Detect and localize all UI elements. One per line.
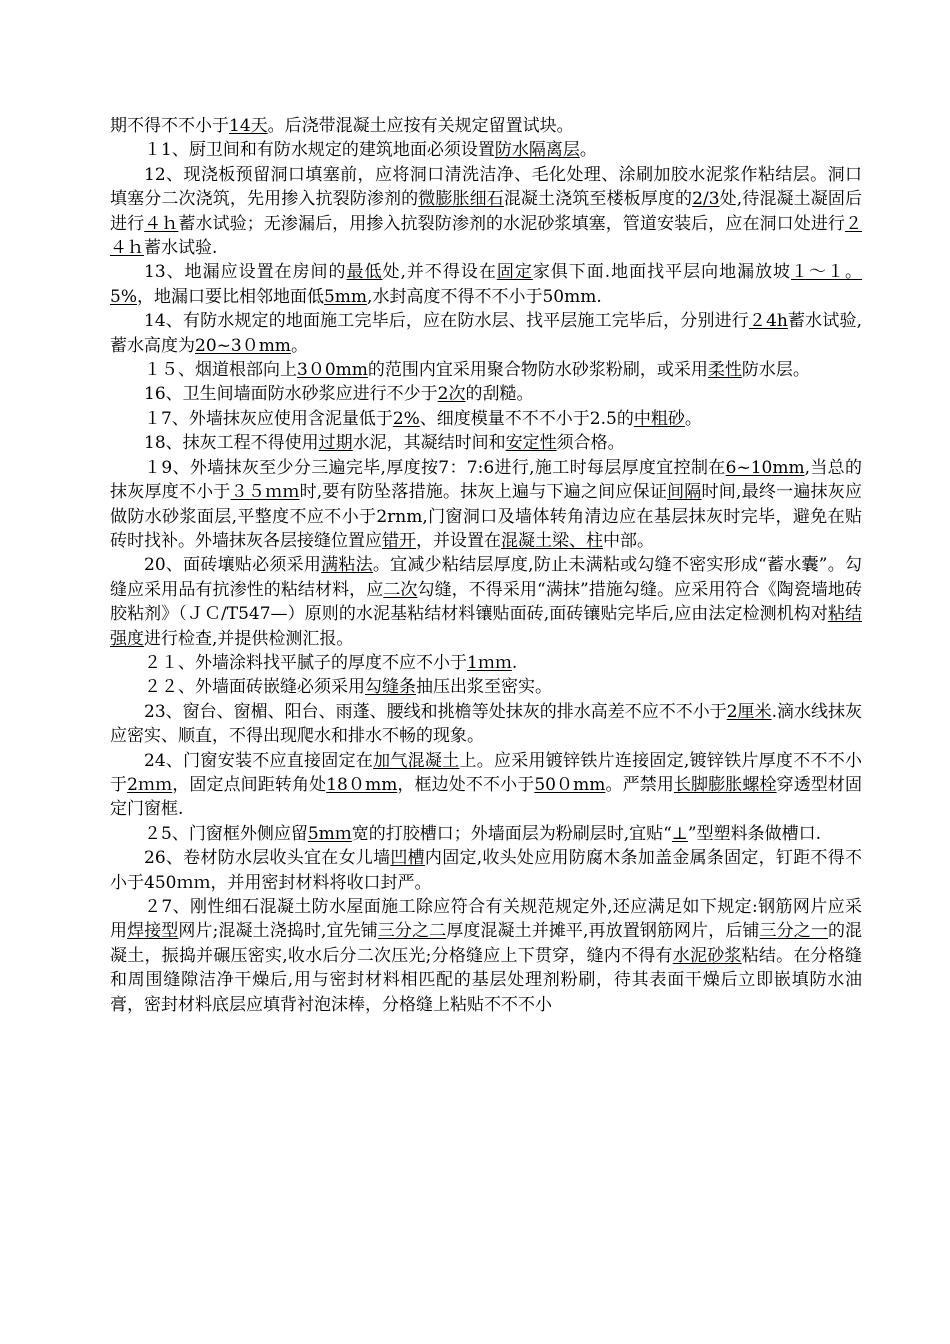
underlined-term: 3０0mm: [297, 360, 368, 381]
text-run: １1、厨卫间和有防水规定的建筑地面必须设置: [144, 140, 495, 161]
document-body: [110, 114, 862, 1017]
paragraph: [110, 553, 862, 651]
underlined-term: 固定: [496, 262, 533, 283]
underlined-term: 勾缝条: [365, 677, 416, 698]
paragraph: [110, 651, 862, 675]
text-run: 26、卷材防水层收头宜在女儿墙: [144, 848, 391, 869]
underlined-term: 中粗砂: [633, 408, 685, 429]
text-run: 时,要有防坠落措施。抹灰上遍与下遍之间应保证: [299, 482, 668, 503]
text-run: ２7、刚性细石混凝土防水屋面施工除应符合有关规范规定外,还应满足如下规定:钢筋网片应采用: [110, 897, 862, 942]
text-run: 蓄水试验.: [144, 238, 218, 259]
paragraph: [110, 114, 862, 138]
underlined-term: 50０mm: [534, 774, 606, 795]
text-run: 。后浇带混凝土应按有关规定留置试块。: [267, 116, 574, 136]
paragraph: [110, 700, 862, 749]
paragraph: [110, 456, 862, 554]
text-run: 。严禁用: [605, 774, 674, 795]
text-run: 厚度混凝土并摊平,再放置钢筋网片，后铺: [446, 921, 760, 942]
paragraph: [110, 407, 862, 431]
text-run: 。: [684, 408, 702, 429]
paragraph: [110, 749, 862, 822]
text-run: 须合格。: [556, 433, 625, 454]
text-run: .: [511, 652, 518, 673]
underlined-term: ２４ｈ: [110, 213, 863, 259]
paragraph: [110, 309, 862, 358]
text-run: 处,并不得设在: [382, 262, 497, 283]
text-run: 上。应采用镀锌铁片连接固定,镀锌铁片厚度不不不小于: [110, 750, 863, 795]
underlined-term: ４ｈ: [144, 213, 179, 234]
underlined-term: 18０mm: [326, 774, 398, 795]
text-run: ,当总的抹灰厚度不小于: [110, 457, 862, 503]
text-run: 14、有防水规定的地面施工完毕后，应在防水层、找平层施工完毕后，分别进行: [144, 311, 749, 332]
underlined-term: 柔性: [707, 360, 742, 381]
text-run: 蓄水试验；无渗漏后，用掺入抗裂防渗剂的水泥砂浆填塞，管道安装后，应在洞口处进行: [178, 213, 846, 234]
text-run: 家俱下面.地面找平层向地漏放坡: [532, 262, 792, 283]
text-run: 12、现浇板预留洞口填塞前，应将洞口清洗洁净、毛化处理、涂刷加胶水泥浆作粘结层。洞口填塞分二次浇筑，先用掺入抗裂防渗剂的: [110, 164, 862, 210]
text-run: 混凝土浇筑至楼板厚度的: [503, 189, 693, 210]
text-run: 内固定,收头处应用防腐木条加盖金属条固定，钉距不得不小于450ｍｍ，并用密封材料将收口封严。: [110, 848, 863, 893]
paragraph: [110, 163, 862, 261]
text-run: ２5、门窗框外侧应留: [144, 823, 308, 844]
text-run: ２２、外墙面砖嵌缝必须采用: [144, 677, 365, 698]
underlined-term: 二次: [383, 579, 418, 600]
text-run: 穿透型材固定门窗框.: [110, 774, 863, 820]
underlined-term: 防水隔离层: [494, 140, 580, 161]
underlined-term: 间隔: [667, 482, 702, 503]
underlined-term: ２4h: [748, 311, 788, 332]
text-run: 进行检查,并提供检测汇报。: [144, 628, 354, 649]
underlined-term: 安定性: [505, 433, 557, 454]
paragraph: [110, 895, 862, 1017]
underlined-term: 2/3: [692, 189, 720, 210]
text-run: 20、面砖壤贴必须采用: [144, 555, 322, 576]
underlined-term: 2ｍｍ: [127, 774, 173, 795]
paragraph: [110, 260, 862, 309]
underlined-term: 6~10mm: [725, 457, 805, 478]
underlined-term: 加气混凝土: [373, 750, 460, 771]
underlined-term: 过期: [318, 433, 353, 454]
paragraph: [110, 822, 862, 846]
paragraph: [110, 138, 862, 162]
paragraph: [110, 675, 862, 699]
text-run: 18、抹灰工程不得使用: [144, 433, 319, 454]
text-run: 期不得不不小于: [110, 116, 229, 136]
underlined-term: 三分之二: [377, 921, 447, 942]
paragraph: [110, 431, 862, 455]
text-run: ，并设置在: [416, 530, 501, 551]
text-run: 13、地漏应设置在房间的: [144, 262, 347, 283]
underlined-term: ３５ｍｍ: [230, 482, 300, 503]
text-run: 24、门窗安装不应直接固定在: [144, 750, 374, 771]
underlined-term: 最低: [346, 262, 383, 283]
underlined-term: 2厘米: [726, 701, 772, 722]
underlined-term: 14天: [229, 116, 268, 136]
underlined-term: 水泥砂浆: [672, 945, 742, 966]
text-run: 勾缝，不得采用“满抹”措施勾缝。应采用符合《陶瓷墙地砖胶粘剂》（ＪＣ/T547—）原则的水泥基粘结材料镶贴面砖,面砖镶贴完毕后,应由法定检测机构对: [110, 579, 862, 625]
underlined-term: 微膨胀细石: [418, 189, 504, 210]
underlined-term: 粘结强度: [110, 604, 862, 649]
underlined-term: １～１。5%: [110, 262, 863, 307]
text-run: 粘结。在分格缝和周围缝隙洁净干燥后,用与密封材料相匹配的基层处理剂粉刷，待其表面干燥后立即嵌填防水油膏，密封材料底层应填背衬泡沫棒，分格缝上粘贴不不不小: [110, 945, 863, 1015]
underlined-term: 5mm: [323, 286, 368, 307]
underlined-term: 1ｍｍ: [467, 652, 512, 673]
text-run: 的混凝土，振捣并碾压密实,收水后分二次压光;分格缝应上下贯穿，缝内不得有: [110, 921, 863, 966]
text-run: 16、卫生间墙面防水砂浆应进行不少于: [144, 384, 438, 405]
text-run: 的刮糙。: [465, 384, 534, 405]
underlined-term: 2次: [437, 384, 466, 405]
underlined-term: 凹槽: [390, 848, 425, 869]
text-run: 处,待混凝土凝固后进行: [110, 189, 863, 234]
underlined-term: 5mｍ: [307, 823, 352, 844]
text-run: ，固定点间距转角处: [172, 774, 327, 795]
underlined-term: 三分之一: [759, 921, 828, 942]
text-run: .滴水线抹灰应密实、顺直，不得出现爬水和排水不畅的现象。: [110, 701, 862, 747]
text-run: ，框边处不不小于: [397, 774, 535, 795]
text-run: ”型塑料条做槽口.: [687, 823, 821, 844]
underlined-term: 2%: [392, 408, 420, 429]
underlined-term: ⊥: [671, 823, 688, 844]
text-run: 。: [290, 335, 308, 356]
underlined-term: 20~3０mm: [195, 335, 291, 356]
text-run: 水泥，其凝结时间和: [352, 433, 506, 454]
text-run: 蓄水试验,蓄水高度为: [110, 311, 863, 356]
text-run: １7、外墙抹灰应使用含泥量低于: [144, 408, 393, 429]
underlined-term: 混凝土梁、柱: [501, 530, 603, 551]
paragraph: [110, 382, 862, 406]
text-run: ，地漏口要比相邻地面低: [136, 286, 324, 307]
text-run: ２１、外墙涂料找平腻子的厚度不应不小于: [144, 652, 467, 673]
text-run: 时间,最终一遍抹灰应做防水砂浆面层,平整度不应不小于2rnm,门窗洞口及墙体转角清边应在基层抹灰时完毕，避免在贴砖时找补。外墙抹灰各层接缝位置应: [110, 482, 863, 551]
text-run: 。宜减少粘结层厚度,防止未满粘或勾缝不密实形成“蓄水囊”。勾缝应采用品有抗渗性的粘结材料，应: [110, 555, 862, 600]
text-run: 网片;混凝土浇捣时,宜先铺: [178, 921, 378, 942]
text-run: 的范围内宜采用聚合物防水砂浆粉刷，或采用: [367, 360, 708, 381]
text-run: 23、窗台、窗楣、阳台、雨蓬、腰线和挑檐等处抹灰的排水高差不应不不小于: [144, 701, 727, 722]
text-run: ,水封高度不得不不小于50mm.: [367, 286, 602, 307]
text-run: 。: [579, 140, 597, 161]
underlined-term: 满粘法: [321, 555, 373, 576]
text-run: 宽的打胶槽口；外墙面层为粉刷层时,宜贴“: [351, 823, 672, 844]
underlined-term: 焊接型: [127, 921, 179, 942]
text-run: 中部。: [603, 530, 654, 551]
text-run: 防水层。: [741, 360, 810, 381]
text-run: １9、外墙抹灰至少分三遍完毕,厚度按7：7:6进行,施工时每层厚度宜控制在: [144, 457, 726, 478]
paragraph: [110, 846, 862, 895]
paragraph: [110, 358, 862, 382]
text-run: １５、烟道根部向上: [144, 360, 297, 381]
underlined-term: 错开: [382, 530, 416, 551]
underlined-term: 长脚膨胀螺栓: [673, 774, 777, 795]
text-run: 、细度模量不不不小于2.5的: [419, 408, 634, 429]
text-run: 抽压出浆至密实。: [416, 677, 552, 698]
